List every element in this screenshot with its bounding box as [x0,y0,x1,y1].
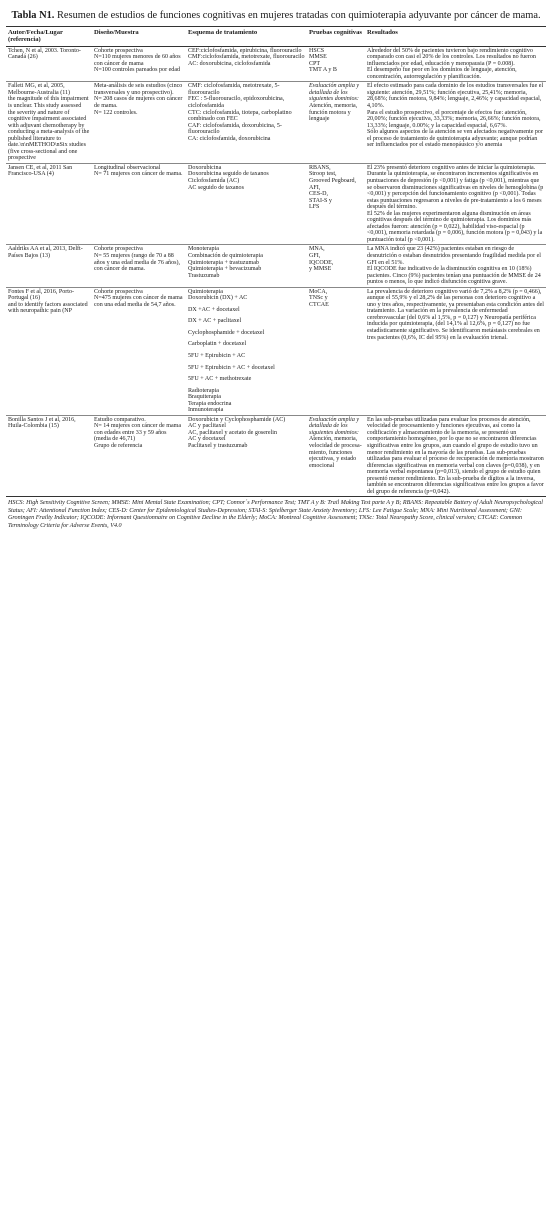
cell-treatment: Monoterapia Combinación de quimioterapia Quimioterapia + trastuzumab Quimioterapia + bevacizumab Trastuzumab [186,245,307,287]
cell-design: Cohorte prospectiva N=475 mujeres con cáncer de mama con una edad media de 54,7 años. [92,287,186,415]
treatment-group: 5FU + AC + methotrexate [188,376,252,383]
header-treatment: Esquema de tratamiento [186,27,307,47]
header-design: Diseño/Muestra [92,27,186,47]
studies-table [6,26,546,497]
table-header-row [6,27,546,47]
treatment-group: 5FU + Epirubicin + AC + docetaxel [188,364,275,371]
table-row [6,245,546,287]
cell-author: Tchen, N et al, 2003. Toronto-Canadá (26) [6,46,92,82]
table-row [6,82,546,164]
table-caption [10,10,542,22]
cell-results: La prevalencia de deterioro cognitivo varió de 7,2% a 8,2% (p = 0,466), aunque el 55,9% y el 28,2% de las personas con deterioro cognitivo a uno y tres años, respectivamente, ya presentaban esta condición antes del tratamiento. La variación en la prevalencia de enfermedad cerebrovascular (del 0,6% al 1,5%, p = 0,127) y Neuropatía periférica inducida por quimioterapia, (del 14,1% al 12,6%, p = 0,127) no fue estadísticamente significativo. Se identificaron metástasis cerebrales en tres pacientes (0,6%, IC del 95%) en la evaluación trienal. [365,287,546,415]
treatment-group: DX +AC + docetaxel [188,306,240,313]
tests-intro: Evaluación amplia y detallada de los siguientes dominios: [309,83,360,103]
cell-design: Cohorte prospectiva N=110 mujeres menores de 60 años con cáncer de mama N=100 controles pareados por edad [92,46,186,82]
header-tests: Pruebas cognitivas [307,27,365,47]
table-row [6,46,546,82]
table-row [6,163,546,245]
cell-tests: MoCA, TNSc y CTCAE [307,287,365,415]
cell-author: Aaldriks AA et al, 2013, Delft-Países Bajos (13) [6,245,92,287]
cell-results: La MNA indicó que 23 (42%) pacientes estaban en riesgo de desnutrición o estaban desnutridos presentando fragilidad medida por el GFI en el 51%. El IQCODE fue indicativo de la disminución cognitiva en 10 (18%) pacientes. Cinco (9%) pacientes tenían una puntuación de MMSE de 24 puntos o menos, lo que indicó disfunción cognitiva grave. [365,245,546,287]
document-page [6,6,546,530]
cell-treatment: Doxorubicina Doxorubicina seguido de taxanos Ciclofosfamida (AC) AC seguido de taxanos [186,163,307,245]
table-row [6,415,546,497]
cell-treatment: CMF: ciclofosfamida, metotrexate, 5-fluorouracilo FEC : 5-fluorouracilo, epidoxorubicina, ciclofosfamida CTC: ciclofosfamida, tiotepa, carboplatino combinado con FEC CAF: ciclofosfamida, doxorubicina, 5-fluorouracilo CA: ciclofosfamida, doxorubicina [186,82,307,164]
cell-results: En las sub-pruebas utilizadas para evaluar los procesos de atención, velocidad de procesamiento y funciones ejecutivas, así como la codificación y almacenamiento de la memoria, se presentó un comportamiento homogéneo, por lo que no se encontraron diferencias significativas entre los grupos, aun cuando el grupo de estudio tuvo un menor rendimiento en la mayoría de las pruebas. Las sub-pruebas utilizadas para evaluar el proceso de recuperación de memoria mostraron diferencias significativas en memoria verbal con claves (p=0,038), y en memoria verbal espontanea (p=0,013), siendo el grupo de estudio quien presentó menor rendimiento. En la sub-prueba de dígitos a la inversa, también se encontraron diferencias significativas entre los grupos a favor del grupo de referencia (p=0,042). [365,415,546,497]
cell-tests: MNA, GFI, IQCODE, y MMSE [307,245,365,287]
cell-results: El efecto estimado para cada dominio de los estudios transversales fue el siguiente: atención, 29,51%; función ejecutiva, 25,41%; memoria, 28,68%; función motora, 9,84%; lenguaje, 2,46%; y capacidad espacial, 4,10%. Para el estudio prospectivo, el porcentaje de efectos fue: atención, 20,00%; función ejecutiva, 33,33%; memoria, 26,66%; función motora, 13,33%; lenguaje, 0.00%; y la capacidad espacial, 6,67%. Sólo algunos aspectos de la atención se ven afectados negativamente por el proceso de tratamiento de quimioterapia adyuvante; aunque podrían ser influenciados por el estado menopáusico y/o anemia [365,82,546,164]
treatment-group: DX + AC + paclitaxel [188,318,242,325]
treatment-group: 5FU + Epirubicin + AC [188,353,246,360]
header-author: Autor/Fecha/Lugar (referencia) [6,27,92,47]
cell-author: Bonilla Santos J et al, 2016, Huila-Colombia (15) [6,415,92,497]
cell-treatment [186,287,307,415]
cell-tests: Evaluación amplia y detallada de los siguientes dominios: Atención, memoria, velocidad de procesa-miento, funciones ejecutivas, y estado emocional [307,415,365,497]
cell-treatment: CEF:ciclofosfamida, epirubicina, fluorouracilo CMF:ciclofosfamida, metotrexate, fluorouracilo AC: doxorubicina, ciclofosfamida [186,46,307,82]
cell-author: Falleti MG, et al, 2005, Melbourne-Australia (11) the magnitude of this impairment is unclear. This study assessed the severity and nature of cognitive impairment associated with adjuvant chemotherapy by conducting a meta-analysis of the published literature to date.\n\nMETHOD\nSix studies (five cross-sectional and one prospective [6,82,92,164]
table-body [6,46,546,497]
treatment-group: Radioterapia Braquiterapia Terapia endocrina Inmunoterapia [188,387,232,414]
table-footnote: HSCS: High Sensitivity Cognitive Screen; MMSE: Mini Mental State Examination; CPT; Connor´s Performance Test; TMT A y B: Trail Making Test parte A y B; RBANS: Repeatable Battery of Adult Neuropsychological Status; AFI: Attentional Function Index; CES-D: Center for Epidemiological Studies-Depression; STAI-S: Spielberger State Anxiety Inventory; LFS: Lee Fatigue Scale; MNA: Mini Nutritional Assessment; GNI: Groningen Frailty Indicator; IQCODE: Informant Questionnaire on Cognitive Decline in the Elderly; MoCA: Montreal Cognitive Assessment; TNSc: Total Neuropathy Score, clinical version; CTCAE: Common Terminology Criteria for Adverse Events, V4.0 [8,500,543,529]
treatment-group: Carboplatin + docetaxel [188,341,247,348]
cell-design: Meta-análisis de seis estudios (cinco transversales y uno prospectivo). N= 208 casos de mujeres con cáncer de mama. N= 122 controles. [92,82,186,164]
cell-results: Alrededor del 50% de pacientes tuvieron bajo rendimiento cognitivo comparado con casi el 20% de los controles. Los resultados no fueron influenciados por edad, educación y menopausia (P = 0.008). El desempeño fue peor en los dominios de lenguaje, atención, concentración, autorregulación y planificación. [365,46,546,82]
treatment-group: Quimioterapia Doxorubicin (DX) + AC [188,288,248,302]
tests-intro: Evaluación amplia y detallada de los siguientes dominios: [309,416,360,436]
cell-tests: RBANS, Stroop test, Grooved Pegboard, AFI, CES-D, STAI-S y LFS [307,163,365,245]
cell-tests: Evaluación amplia y detallada de los siguientes dominios: Atención, memoria, función motora y lenguaje [307,82,365,164]
table-caption-text: Resumen de estudios de funciones cognitivas en mujeres tratadas con quimioterapia adyuvante por cáncer de mama. [56,10,541,21]
cell-author: Fontes F et al, 2016, Porto-Portugal (16) and to identify factors associated with neuropathic pain (NP [6,287,92,415]
cell-design: Cohorte prospectiva N= 55 mujeres (rango de 70 a 88 años y una edad media de 76 años), con cáncer de mama. [92,245,186,287]
cell-design: Longitudinal observacional N= 71 mujeres con cáncer de mama. [92,163,186,245]
cell-author: Jansen CE, et al, 2011 San Francisco-USA (4) [6,163,92,245]
cell-tests: HSCS MMSE CPT TMT A y B [307,46,365,82]
cell-treatment: Doxorubicin y Cyclophosphamide (AC) AC y paclitaxel AC, paclitaxel y acetato de goserelin AC y docetaxel Paclitaxel y trastuzumab [186,415,307,497]
table-label: Tabla N1. [11,10,55,21]
cell-design: Estudio comparativo. N= 14 mujeres con cáncer de mama con edades entre 33 y 59 años (media de 46,71) Grupo de referencia [92,415,186,497]
cell-results: El 23% presentó deterioro cognitivo antes de iniciar la quimioterapia. Durante la quimioterapia, se encontraron incrementos significativos en puntuaciones de depresión (p <0,001) y fatiga (p <0,001), mientras que se observaron disminuciones significativas en niveles de hemoglobina (p <0,001) y percepción del funcionamiento cognitivo (p <0,001). Todas estas puntuaciones regresaron a niveles de pre-tratamiento a los 6 meses después del término. El 52% de las mujeres experimentaron alguna disminución en áreas cognitivas después del término de quimioterapia. Los dominios más afectados fueron: atención (p = 0,022), habilidad viso-espacial (p <0,001), memoria retardada (p = 0,006), función motora (p = 0,043) y la puntuación total (p <0,001). [365,163,546,245]
header-results: Resultados [365,27,546,47]
treatment-group: Cyclophosphamide + docetaxel [188,329,265,336]
table-row [6,287,546,415]
